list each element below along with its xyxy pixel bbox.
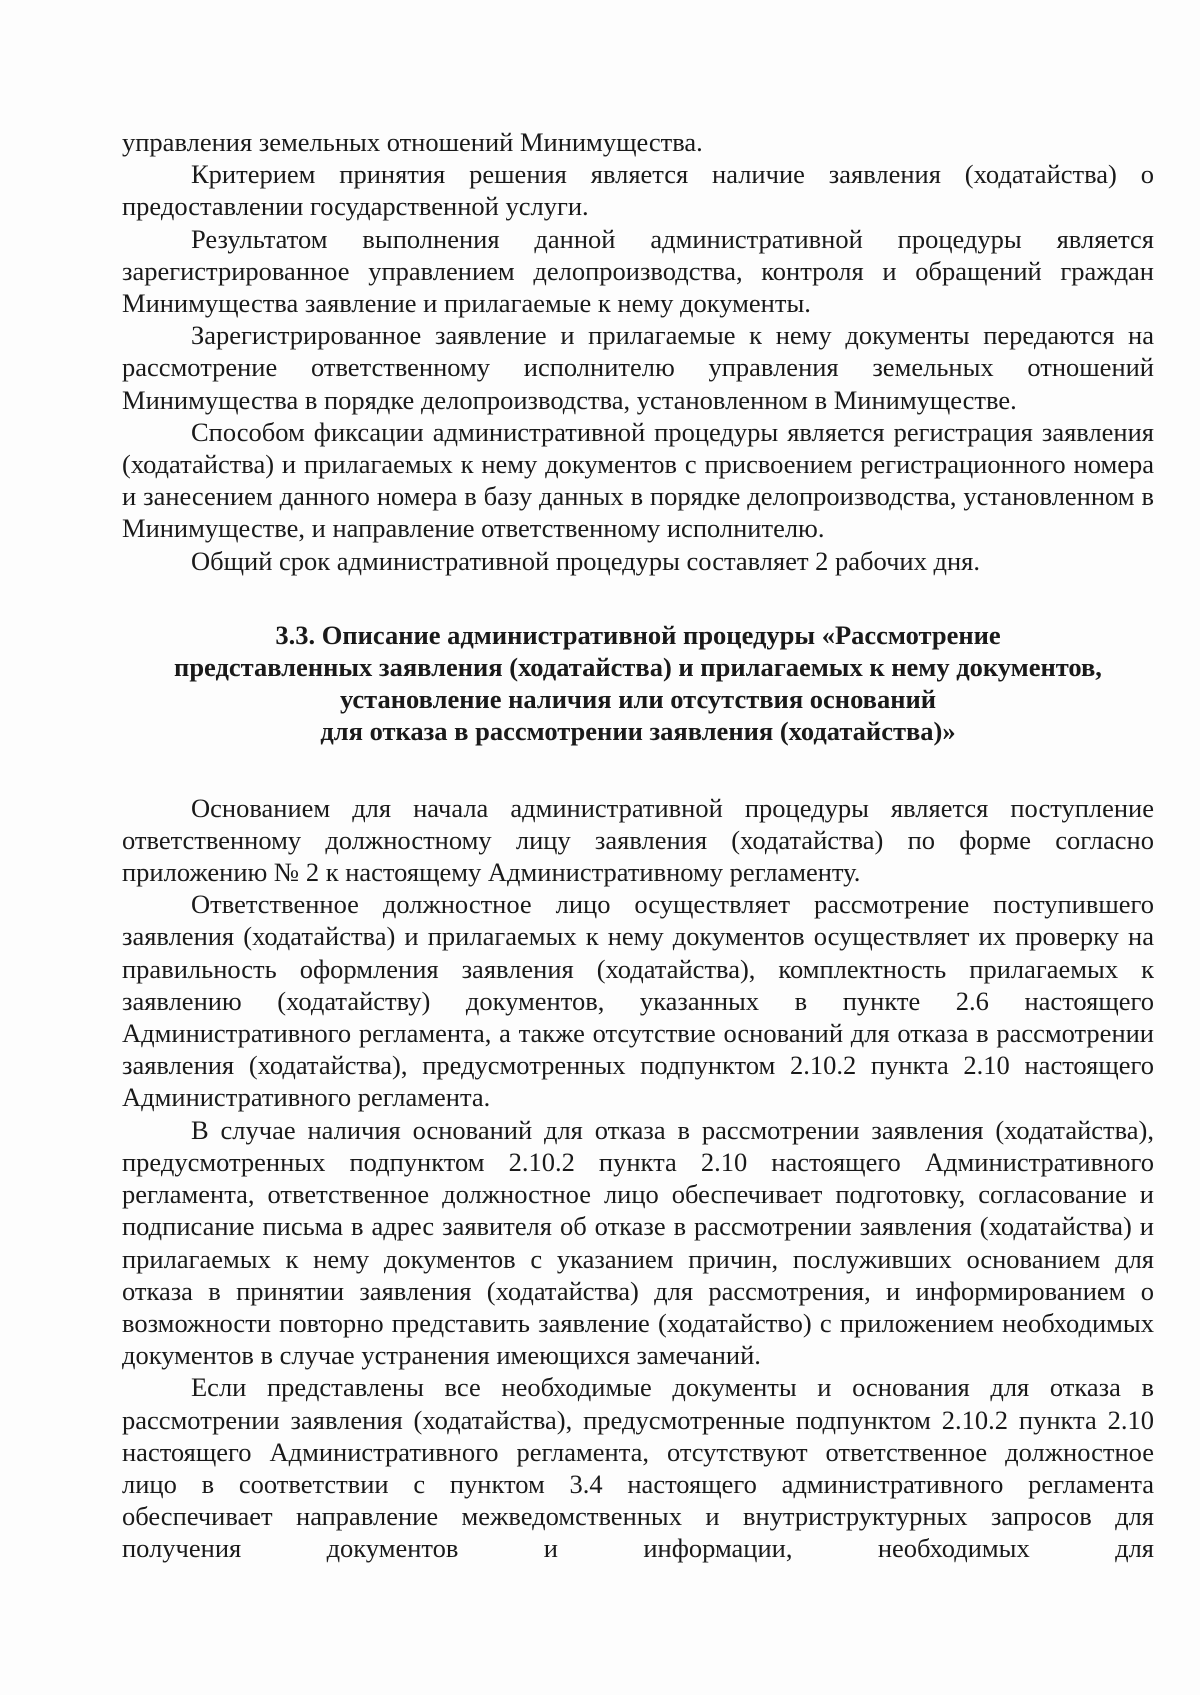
paragraph-decision-criterion: Критерием принятия решения является наличие заявления (ходатайства) о предоставлении государственной услуги. <box>122 159 1154 222</box>
section-title-line: 3.3. Описание административной процедуры «Рассмотрение <box>275 619 1001 650</box>
paragraph-continuation: управления земельных отношений Минимущества. <box>122 127 703 157</box>
paragraph-document-transfer: Зарегистрированное заявление и прилагаемые к нему документы передаются на рассмотрение ответственному исполнителю управления земельных отношений Минимущества в порядке делопроизводства, установленном в Минимуществе. <box>122 320 1154 415</box>
paragraph-procedure-result: Результатом выполнения данной административной процедуры является зарегистрированное управлением делопроизводства, контроля и обращений граждан Минимущества заявление и прилагаемые к нему документы. <box>122 223 1154 319</box>
paragraph-procedure-term: Общий срок административной процедуры составляет 2 рабочих дня. <box>191 545 980 576</box>
paragraph-fixation-method: Способом фиксации административной процедуры является регистрация заявления (ходатайства) и прилагаемых к нему документов с присвоением регистрационного номера и занесением данного номера в базу данных в порядке делопроизводства, установленном в Минимуществе, и направление ответственному исполнителю. <box>122 416 1154 544</box>
section-title-line: установление наличия или отсутствия оснований <box>339 684 937 715</box>
paragraph-procedure-basis: Основанием для начала административной процедуры является поступление ответственному должностному лицу заявления (ходатайства) по форме согласно приложению № 2 к настоящему Административному регламенту. <box>122 792 1154 888</box>
section-title-line: представленных заявления (ходатайства) и прилагаемых к нему документов, <box>174 652 1102 683</box>
paragraph-review-check: Ответственное должностное лицо осуществляет рассмотрение поступившего заявления (ходатайства) и прилагаемых к нему документов осуществляет их проверку на правильность оформления заявления (ходатайства), комплектность прилагаемых к заявлению (ходатайству) документов, указанных в пункте 2.6 настоящего Административного регламента, а также отсутствие оснований для отказа в рассмотрении заявления (ходатайства), предусмотренных подпунктом 2.10.2 пункта 2.10 настоящего Административного регламента. <box>122 889 1154 1113</box>
section-title-line: для отказа в рассмотрении заявления (ходатайства)» <box>320 716 956 747</box>
paragraph-interagency-requests: Если представлены все необходимые документы и основания для отказа в рассмотрении заявления (ходатайства), предусмотренные подпунктом 2.10.2 пункта 2.10 настоящего Административного регламента, отсутствуют ответственное должностное лицо в соответствии с пунктом 3.4 настоящего административного регламента обеспечивает направление межведомственных и внутриструктурных запросов для получения документов и информации, необходимых для <box>122 1372 1154 1564</box>
paragraph-refusal-case: В случае наличия оснований для отказа в рассмотрении заявления (ходатайства), предусмотренных подпунктом 2.10.2 пункта 2.10 настоящего Административного регламента, ответственное должностное лицо обеспечивает подготовку, согласование и подписание письма в адрес заявителя об отказе в рассмотрении заявления (ходатайства) и прилагаемых к нему документов с указанием причин, послуживших основанием для отказа в принятии заявления (ходатайства) для рассмотрения, и информированием о возможности повторно представить заявление (ходатайство) с приложением необходимых документов в случае устранения имеющихся замечаний. <box>122 1114 1154 1371</box>
section-title <box>122 619 1154 748</box>
document-body <box>122 126 1154 1565</box>
